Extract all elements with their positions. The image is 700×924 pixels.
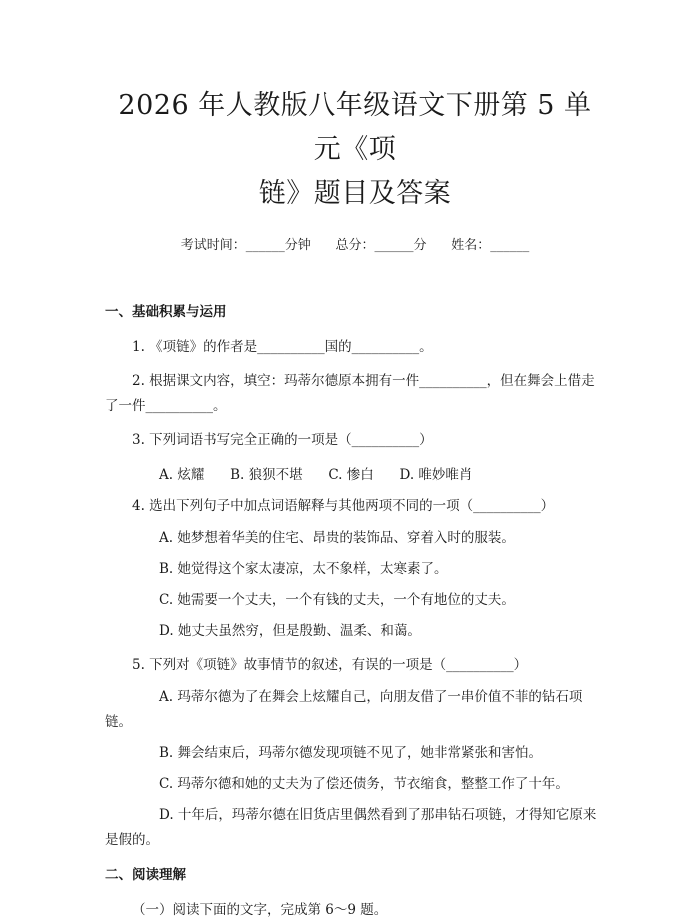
question-2: 2. 根据课文内容，填空：玛蒂尔德原本拥有一件__________，但在舞会上借走了一件__________。 [105,373,595,414]
title-line-2: 链》题目及答案 [258,178,452,209]
section-heading-1: 一、基础积累与运用 [105,304,227,320]
question-4-option-b: B. 她觉得这个家太凄凉，太不象样，太寒素了。 [159,561,448,577]
question-5: 5. 下列对《项链》故事情节的叙述，有误的一项是（__________） [132,657,528,673]
exam-meta: 考试时间：______分钟 总分：______分 姓名：______ [180,238,530,253]
section-heading-2: 二、阅读理解 [105,867,186,883]
question-3: 3. 下列词语书写完全正确的一项是（__________） [132,432,433,448]
reading-intro: （一）阅读下面的文字，完成第 6～9 题。 [132,902,388,918]
question-5-option-c: C. 玛蒂尔德和她的丈夫为了偿还债务，节衣缩食，整整工作了十年。 [159,776,569,792]
question-1: 1. 《项链》的作者是__________国的__________。 [132,339,433,355]
question-5-option-d: D. 十年后，玛蒂尔德在旧货店里偶然看到了那串钻石项链，才得知它原来是假的。 [105,807,597,848]
question-4-option-a: A. 她梦想着华美的住宅、昂贵的装饰品、穿着入时的服装。 [159,530,515,546]
title-line-1: 2026 年人教版八年级语文下册第 5 单元《项 [118,90,592,165]
question-5-option-a: A. 玛蒂尔德为了在舞会上炫耀自己，向朋友借了一串价值不菲的钻石项链。 [105,689,583,730]
question-5-option-b: B. 舞会结束后，玛蒂尔德发现项链不见了，她非常紧张和害怕。 [159,745,543,761]
question-4-option-c: C. 她需要一个丈夫，一个有钱的丈夫，一个有地位的丈夫。 [159,592,515,608]
question-4: 4. 选出下列句子中加点词语解释与其他两项不同的一项（__________） [132,498,555,514]
document-title [105,84,605,216]
question-3-options: A. 炫耀 B. 狼狈不堪 C. 惨白 D. 唯妙唯肖 [159,467,473,483]
question-4-option-d: D. 她丈夫虽然穷，但是殷勤、温柔、和蔼。 [159,623,421,639]
